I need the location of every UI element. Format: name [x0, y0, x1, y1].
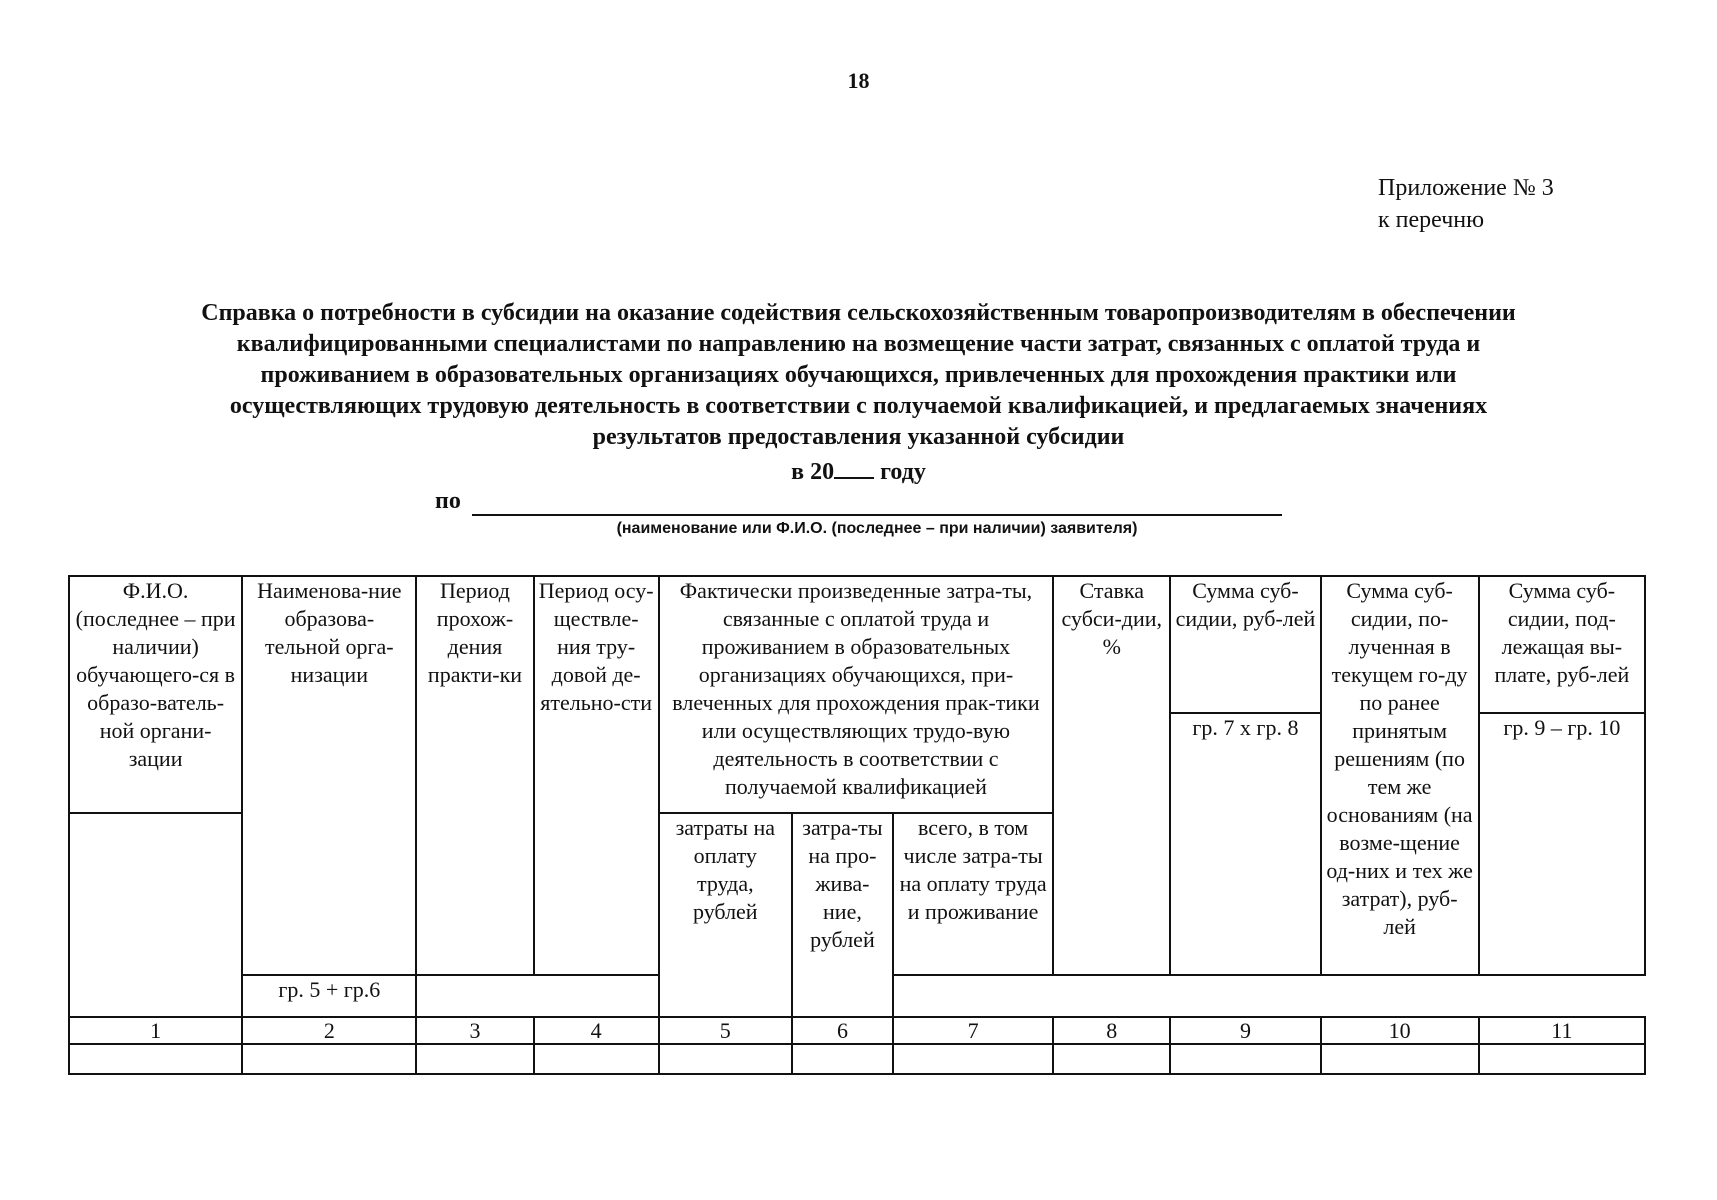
title-line: проживанием в образовательных организациях обучающихся, привлеченных для прохождения практики или — [260, 362, 1457, 388]
empty-cell — [1479, 1044, 1645, 1074]
header-subsidy-payable: Сумма суб-сидии, под-лежащая вы-плате, руб-лей — [1479, 576, 1645, 713]
column-number: 5 — [659, 1017, 792, 1044]
column-number: 6 — [792, 1017, 893, 1044]
column-number: 9 — [1170, 1017, 1320, 1044]
title-line: результатов предоставления указанной субсидии — [592, 424, 1125, 450]
empty-cell — [1321, 1044, 1479, 1074]
empty-cell — [893, 1044, 1053, 1074]
column-number: 8 — [1053, 1017, 1170, 1044]
year-blank — [834, 455, 874, 479]
column-number: 10 — [1321, 1017, 1479, 1044]
empty-cell — [659, 1044, 792, 1074]
header-practice-period: Период прохож-дения практи-ки — [416, 576, 533, 975]
column-number: 3 — [416, 1017, 533, 1044]
header-actual-costs: Фактически произведенные затра-ты, связанные с оплатой труда и проживанием в образовательных организациях обучающихся, при-влеченных для прохождения прак-тики или осуществляющих трудо-вую деятельность в соответствии с получаемой квалификацией — [659, 576, 1053, 813]
header-organization: Наименова-ние образова-тельной орга-низации — [242, 576, 416, 975]
empty-cell — [534, 1044, 659, 1074]
empty-cell — [416, 1044, 533, 1074]
applicant-caption: (наименование или Ф.И.О. (последнее – при наличии) заявителя) — [616, 520, 1138, 537]
header-fio: Ф.И.О. (последнее – при наличии) обучающего-ся в образо-ватель-ной органи-зации — [69, 576, 242, 813]
header-housing-costs: затра-ты на про-жива-ние, рублей — [792, 813, 893, 1017]
empty-data-row — [69, 1044, 1645, 1074]
year-prefix: в 20 — [791, 459, 835, 485]
empty-cell — [1170, 1044, 1320, 1074]
appendix-line-1: Приложение № 3 — [1378, 175, 1554, 201]
column-number: 1 — [69, 1017, 242, 1044]
column-number: 2 — [242, 1017, 416, 1044]
title-line: квалифицированными специалистами по направлению на возмещение части затрат, связанных с оплатой труда и — [236, 331, 1481, 357]
empty-cell — [242, 1044, 416, 1074]
formula-col-9: гр. 7 х гр. 8 — [1170, 713, 1320, 975]
column-number: 4 — [534, 1017, 659, 1044]
title-line: осуществляющих трудовую деятельность в соответствии с получаемой квалификацией, и предлагаемых значениях — [229, 393, 1488, 419]
column-number-row — [69, 1017, 1645, 1044]
empty-cell — [69, 1044, 242, 1074]
appendix-line-2: к перечню — [1378, 207, 1485, 233]
formula-col-7: гр. 5 + гр.6 — [242, 975, 416, 1017]
header-subsidy-rate: Ставка субси-дии, % — [1053, 576, 1170, 975]
header-work-period: Период осу-ществле-ния тру-довой де-ятельно-сти — [534, 576, 659, 975]
applicant-prefix: по — [435, 488, 461, 514]
formula-col-11: гр. 9 – гр. 10 — [1479, 713, 1645, 975]
header-row-1 — [69, 576, 1645, 713]
page-number: 18 — [847, 68, 870, 93]
year-line — [0, 455, 1717, 486]
document-title — [100, 298, 1617, 453]
empty-cell — [792, 1044, 893, 1074]
header-fio-continued — [69, 813, 242, 1017]
header-subsidy-received: Сумма суб-сидии, по-лученная в текущем го-ду по ранее принятым решениям (по тем же основаниям (на возме-щение од-них и тех же затрат), руб-лей — [1321, 576, 1479, 975]
header-total-costs: всего, в том числе затра-ты на оплату труда и проживание — [893, 813, 1053, 975]
header-labor-costs: затраты на оплату труда, рублей — [659, 813, 792, 1017]
header-subsidy-sum: Сумма суб-сидии, руб-лей — [1170, 576, 1320, 713]
title-line: Справка о потребности в субсидии на оказание содействия сельскохозяйственным товаропроизводителям в обеспечении — [201, 300, 1516, 326]
column-number: 11 — [1479, 1017, 1645, 1044]
empty-cell — [1053, 1044, 1170, 1074]
appendix-note — [1378, 172, 1554, 236]
column-number: 7 — [893, 1017, 1053, 1044]
subsidy-table — [68, 575, 1646, 1075]
year-suffix: году — [880, 459, 926, 485]
applicant-blank-line — [472, 514, 1282, 516]
